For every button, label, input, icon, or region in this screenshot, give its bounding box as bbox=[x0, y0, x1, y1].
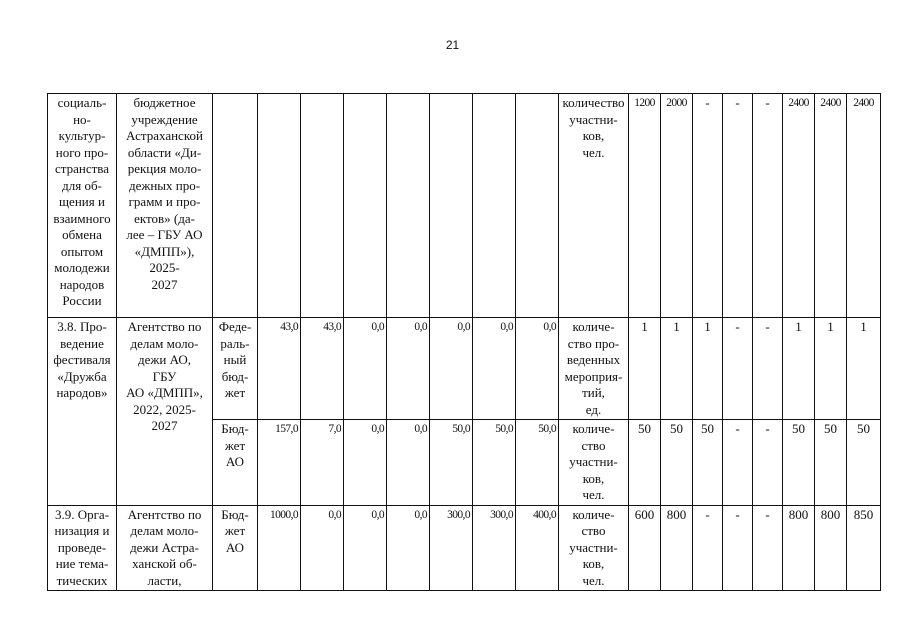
finance-cell bbox=[344, 94, 387, 318]
value-cell: - bbox=[753, 94, 783, 318]
indicator-cell: количество участни- ков, чел. bbox=[559, 94, 629, 318]
executor-cell: Агентство по делам моло- дежи АО, ГБУ АО «ДМПП», 2022, 2025- 2027 bbox=[117, 318, 213, 506]
finance-cell: 300,0 bbox=[473, 505, 516, 591]
value-cell: 850 bbox=[847, 505, 881, 591]
finance-cell: 0,0 bbox=[344, 505, 387, 591]
value-cell: - bbox=[723, 94, 753, 318]
finance-cell bbox=[473, 94, 516, 318]
event-cell: 3.9. Орга- низация и проведе- ние тема- тических bbox=[48, 505, 117, 591]
finance-cell: 50,0 bbox=[430, 420, 473, 506]
table-row bbox=[48, 318, 881, 420]
value-cell: - bbox=[723, 505, 753, 591]
value-cell: 50 bbox=[693, 420, 723, 506]
value-cell: 1 bbox=[629, 318, 661, 420]
value-cell: - bbox=[753, 420, 783, 506]
finance-cell bbox=[258, 94, 301, 318]
finance-cell: 50,0 bbox=[516, 420, 559, 506]
value-cell: 50 bbox=[847, 420, 881, 506]
finance-cell: 7,0 bbox=[301, 420, 344, 506]
finance-cell: 0,0 bbox=[387, 318, 430, 420]
value-cell: 1 bbox=[783, 318, 815, 420]
program-table bbox=[47, 93, 881, 591]
value-cell: 2400 bbox=[815, 94, 847, 318]
executor-cell: бюджетное учреждение Астраханской области «Ди- рекция моло- дежных про- грамм и про- ектов» (да- лее – ГБУ АО «ДМПП»), 2025- 2027 bbox=[117, 94, 213, 318]
source-cell: Феде- раль- ный бюд- жет bbox=[213, 318, 258, 420]
indicator-cell: количе- ство про- веденных мероприя- тий, ед. bbox=[559, 318, 629, 420]
executor-cell: Агентство по делам моло- дежи Астра- ханской об- ласти, bbox=[117, 505, 213, 591]
finance-cell: 43,0 bbox=[301, 318, 344, 420]
value-cell: 1200 bbox=[629, 94, 661, 318]
finance-cell: 0,0 bbox=[344, 318, 387, 420]
finance-cell: 0,0 bbox=[387, 505, 430, 591]
finance-cell: 0,0 bbox=[430, 318, 473, 420]
finance-cell: 50,0 bbox=[473, 420, 516, 506]
indicator-cell: количе- ство участни- ков, чел. bbox=[559, 505, 629, 591]
table-row bbox=[48, 94, 881, 318]
source-cell: Бюд- жет АО bbox=[213, 420, 258, 506]
finance-cell: 43,0 bbox=[258, 318, 301, 420]
finance-cell: 400,0 bbox=[516, 505, 559, 591]
source-cell: Бюд- жет АО bbox=[213, 505, 258, 591]
source-cell bbox=[213, 94, 258, 318]
finance-cell bbox=[387, 94, 430, 318]
event-cell: социаль- но- культур- ного про- странства для об- щения и взаимного обмена опытом молодежи народов России bbox=[48, 94, 117, 318]
event-cell: 3.8. Про- ведение фестиваля «Дружба народов» bbox=[48, 318, 117, 506]
value-cell: - bbox=[753, 505, 783, 591]
value-cell: 1 bbox=[693, 318, 723, 420]
indicator-cell: количе- ство участни- ков, чел. bbox=[559, 420, 629, 506]
finance-cell bbox=[430, 94, 473, 318]
finance-cell: 0,0 bbox=[301, 505, 344, 591]
finance-cell bbox=[301, 94, 344, 318]
value-cell: 50 bbox=[661, 420, 693, 506]
table-row bbox=[48, 505, 881, 591]
value-cell: 800 bbox=[661, 505, 693, 591]
value-cell: 50 bbox=[783, 420, 815, 506]
value-cell: 600 bbox=[629, 505, 661, 591]
value-cell: 50 bbox=[629, 420, 661, 506]
value-cell: 800 bbox=[815, 505, 847, 591]
value-cell: 1 bbox=[847, 318, 881, 420]
value-cell: - bbox=[723, 318, 753, 420]
value-cell: 1 bbox=[661, 318, 693, 420]
value-cell: - bbox=[723, 420, 753, 506]
value-cell: - bbox=[693, 94, 723, 318]
value-cell: 2400 bbox=[847, 94, 881, 318]
value-cell: 50 bbox=[815, 420, 847, 506]
finance-cell: 0,0 bbox=[344, 420, 387, 506]
page-number: 21 bbox=[445, 38, 460, 52]
value-cell: 2000 bbox=[661, 94, 693, 318]
value-cell: - bbox=[693, 505, 723, 591]
value-cell: - bbox=[753, 318, 783, 420]
finance-cell: 0,0 bbox=[387, 420, 430, 506]
finance-cell: 1000,0 bbox=[258, 505, 301, 591]
value-cell: 800 bbox=[783, 505, 815, 591]
finance-cell bbox=[516, 94, 559, 318]
finance-cell: 0,0 bbox=[516, 318, 559, 420]
value-cell: 2400 bbox=[783, 94, 815, 318]
finance-cell: 0,0 bbox=[473, 318, 516, 420]
finance-cell: 300,0 bbox=[430, 505, 473, 591]
value-cell: 1 bbox=[815, 318, 847, 420]
finance-cell: 157,0 bbox=[258, 420, 301, 506]
